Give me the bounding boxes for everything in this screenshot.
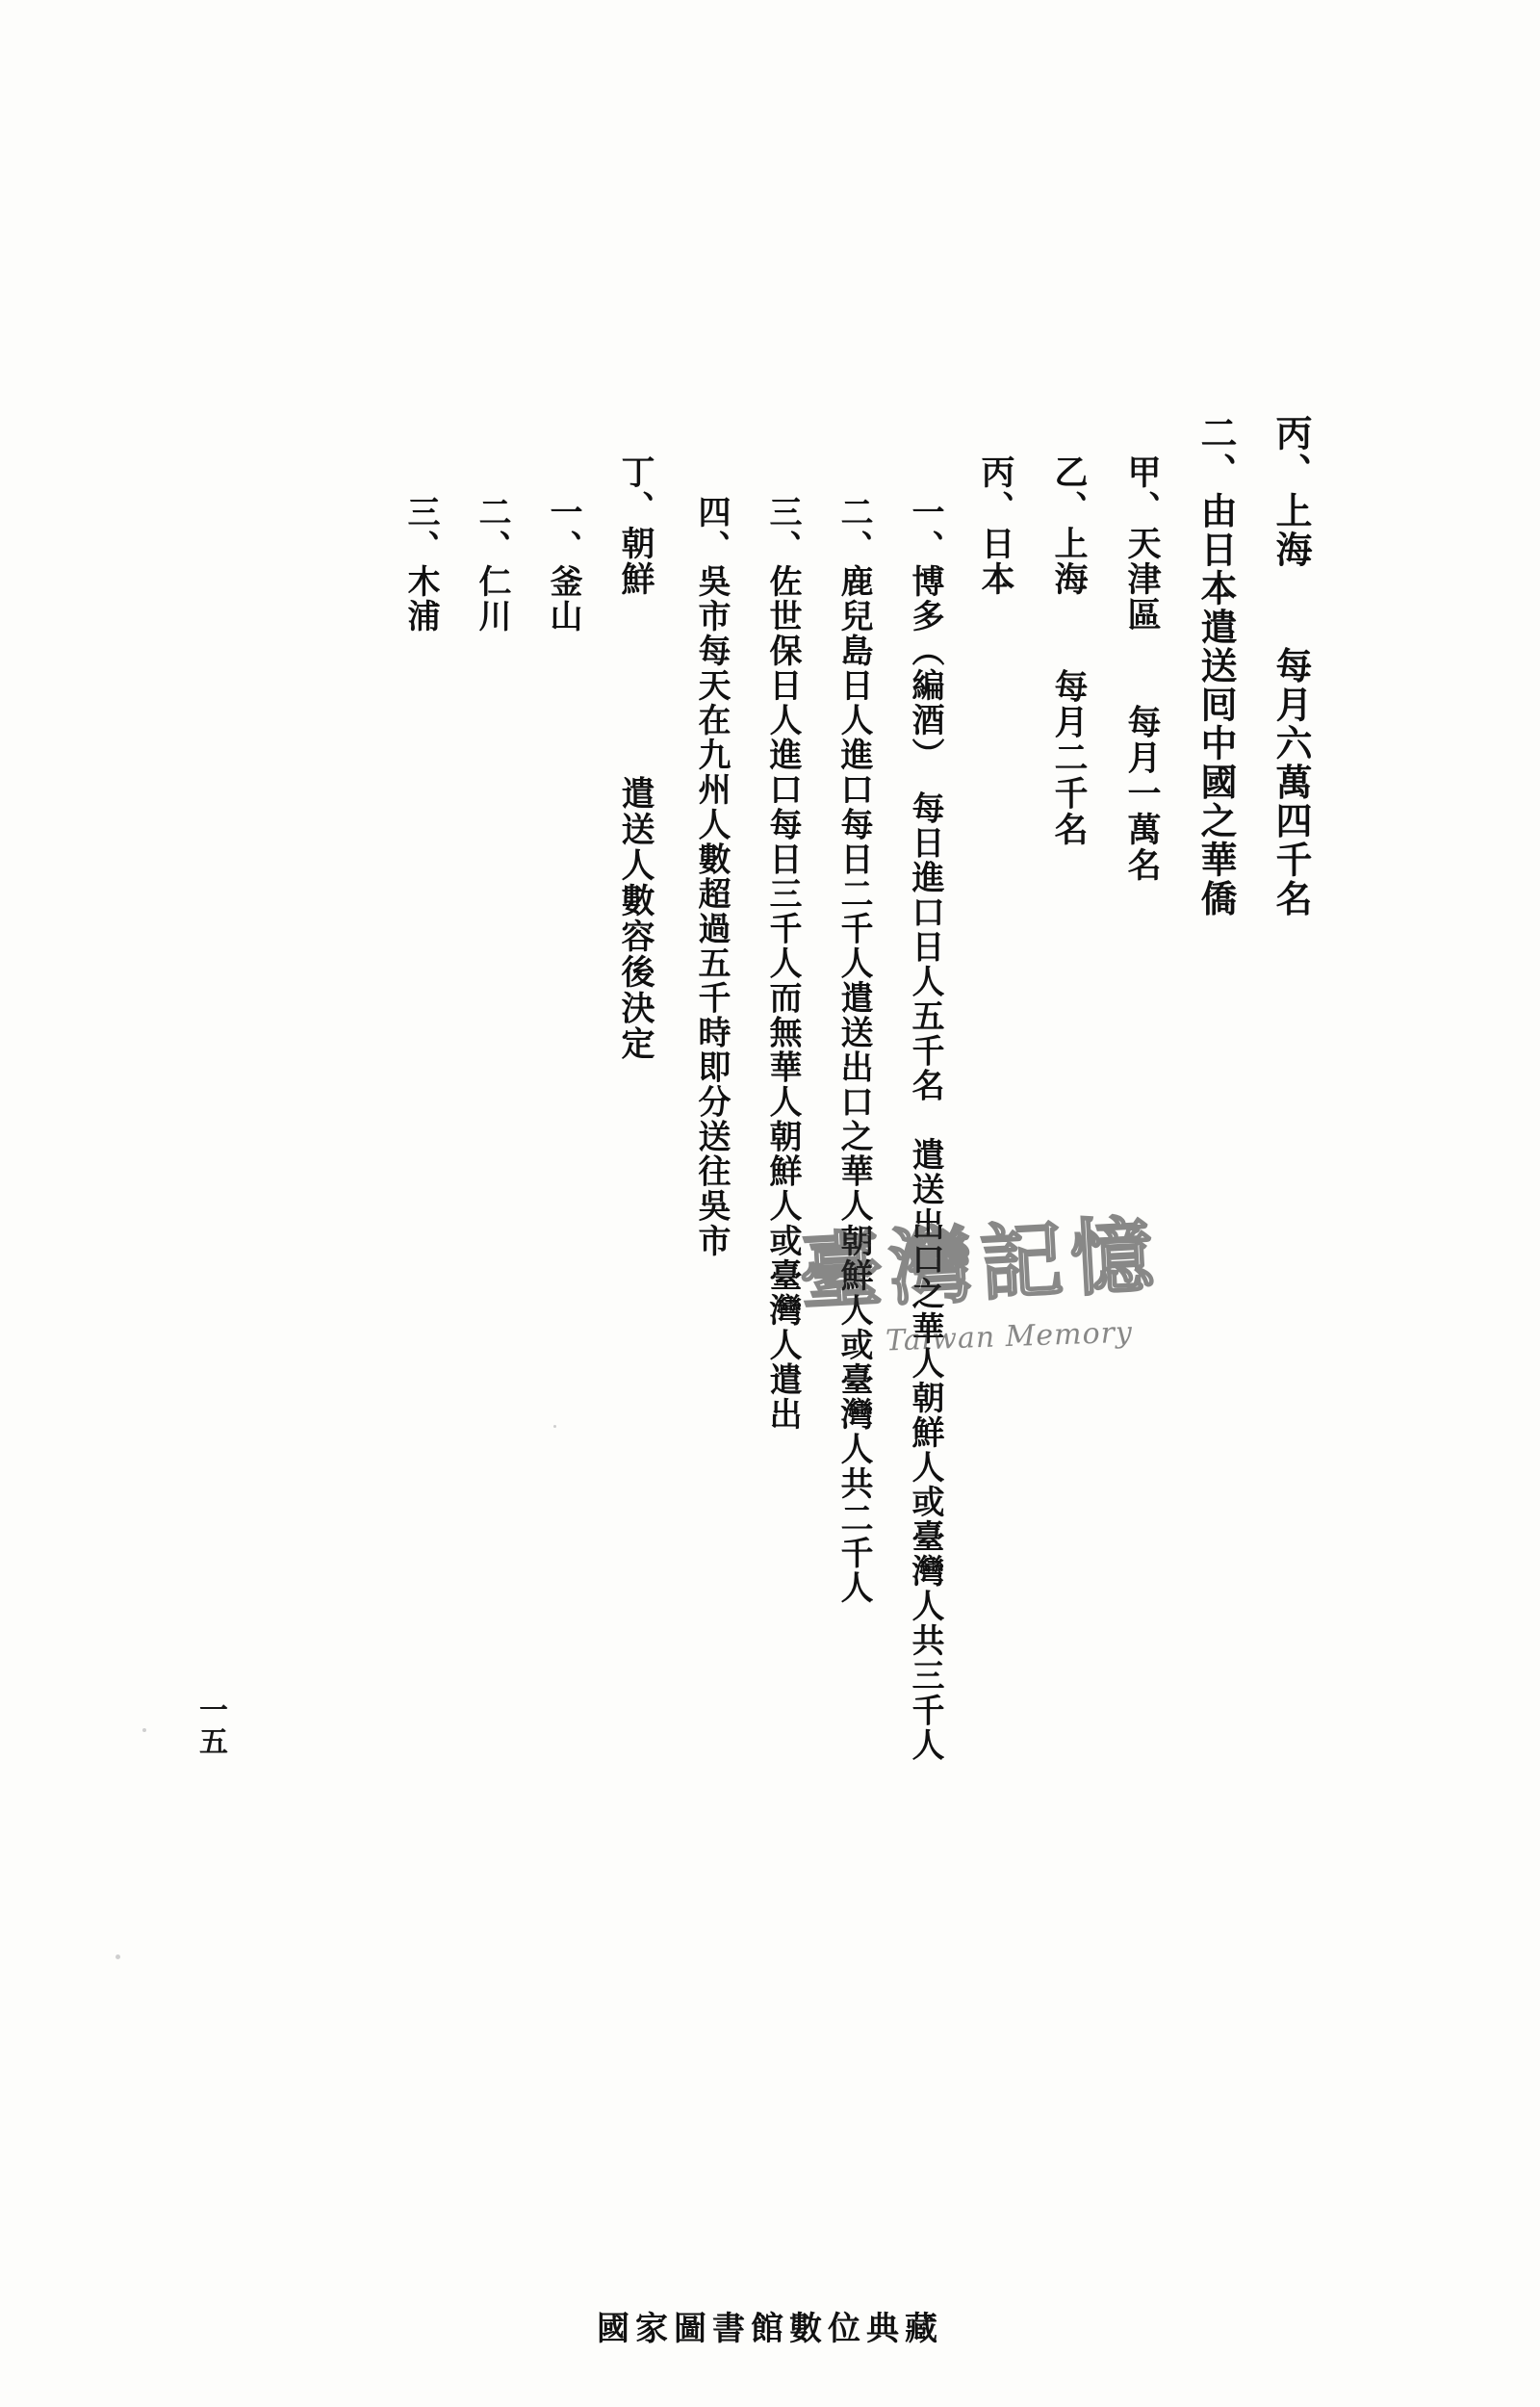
text-column: 一、釜山 xyxy=(544,495,582,634)
text-column: 二、仁川 xyxy=(473,495,511,634)
text-column: 二、鹿兒島日人進口每日二千人遣送出口之華人朝鮮人或臺灣人共二千人 xyxy=(834,495,873,1606)
page-number: 一五 xyxy=(193,1695,227,1758)
library-archive-stamp: 國家圖書館數位典藏 xyxy=(597,2310,943,2348)
text-column: 丁、朝鮮 遣送人數容後決定 xyxy=(616,454,655,1062)
paper-speck xyxy=(142,1728,146,1732)
text-column: 三、佐世保日人進口每日三千人而無華人朝鮮人或臺灣人遣出 xyxy=(763,495,802,1433)
text-column: 丙、日本 xyxy=(976,454,1015,598)
watermark-english-text: Taiwan Memory xyxy=(885,1315,1134,1359)
text-column: 二、由日本遣送囘中國之華僑 xyxy=(1194,414,1238,919)
text-column: 一、博多（編酒） 每日進口日人五千名 遣送出口之華人朝鮮人或臺灣人共三千人 xyxy=(906,495,944,1763)
watermark-chinese-text: 臺灣記憶 xyxy=(797,1205,1164,1323)
document-text-body xyxy=(173,414,1313,1954)
text-column: 三、木浦 xyxy=(401,495,440,634)
text-column: 丙、上海 每月六萬四千名 xyxy=(1270,414,1313,919)
text-column: 甲、天津區 每月一萬名 xyxy=(1122,454,1162,884)
paper-speck xyxy=(116,1954,120,1959)
text-column: 四、吳市每天在九州人數超過五千時即分送往吳市 xyxy=(692,495,731,1258)
text-column: 乙、上海 每月二千名 xyxy=(1049,454,1089,848)
